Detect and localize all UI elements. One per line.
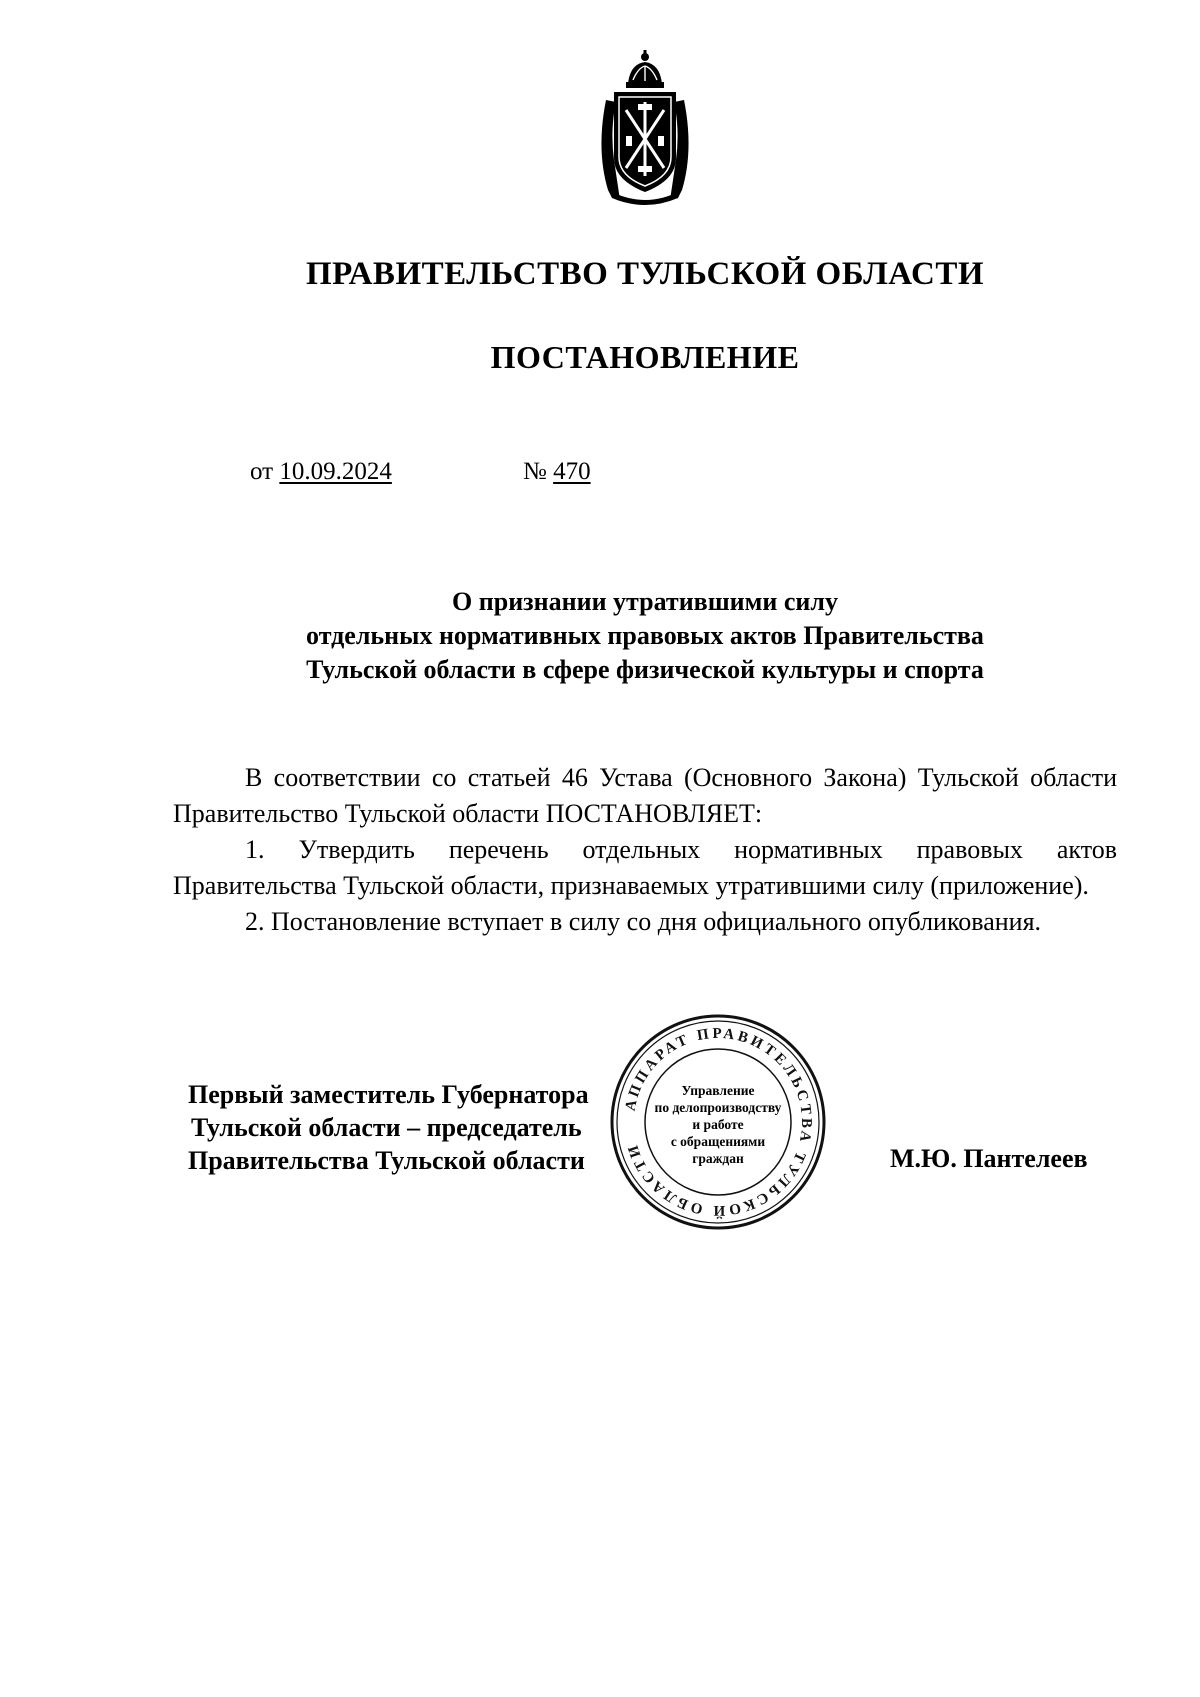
document-subject — [0, 585, 1200, 687]
signatory-name: М.Ю. Пантелеев — [890, 1144, 1088, 1173]
signatory-position-line-3: Правительства Тульской области — [188, 1146, 585, 1175]
stamp-center-line-3: и работе — [692, 1117, 744, 1132]
subject-line-3: Тульской области в сфере физической культуры и спорта — [306, 655, 984, 684]
stamp-center-line-4: с обращениями — [670, 1134, 766, 1149]
document-number-line — [523, 458, 591, 486]
date-prefix: от — [250, 458, 274, 485]
document-body — [173, 760, 1117, 940]
number-prefix: № — [523, 458, 547, 485]
subject-line-1: О признании утратившими силу — [452, 587, 838, 616]
signatory-position-line-1: Первый заместитель Губернатора — [188, 1080, 589, 1109]
document-date: 10.09.2024 — [279, 458, 392, 485]
stamp-center-line-5: граждан — [692, 1151, 744, 1166]
document-type: ПОСТАНОВЛЕНИЕ — [490, 339, 800, 375]
organization-title: ПРАВИТЕЛЬСТВО ТУЛЬСКОЙ ОБЛАСТИ — [306, 256, 984, 292]
stamp-center-text — [638, 1082, 798, 1167]
body-paragraph-item-2: 2. Постановление вступает в силу со дня официального опубликования. — [245, 907, 1042, 936]
subject-line-2: отдельных нормативных правовых актов Правительства — [306, 621, 984, 650]
body-paragraph-item-1: 1. Утвердить перечень отдельных нормативных правовых актов Правительства Тульской области, признаваемых утратившими силу (приложение). — [173, 835, 1117, 900]
document-number: 470 — [553, 458, 591, 485]
stamp-ring-text: АППАРАТ ПРАВИТЕЛЬСТВА ТУЛЬСКОЙ ОБЛАСТИ — [622, 1025, 815, 1219]
stamp-center-line-1: Управление — [681, 1083, 755, 1098]
coat-of-arms-icon — [586, 50, 704, 210]
body-paragraph-preamble: В соответствии со статьей 46 Устава (Основного Закона) Тульской области Правительство Тульской области ПОСТАНОВЛЯЕТ: — [173, 763, 1117, 828]
stamp-center-line-2: по делопроизводству — [654, 1100, 782, 1115]
signatory-position-line-2: Тульской области – председатель — [191, 1113, 582, 1142]
document-date-line — [250, 458, 392, 486]
signatory-position — [188, 1078, 589, 1177]
